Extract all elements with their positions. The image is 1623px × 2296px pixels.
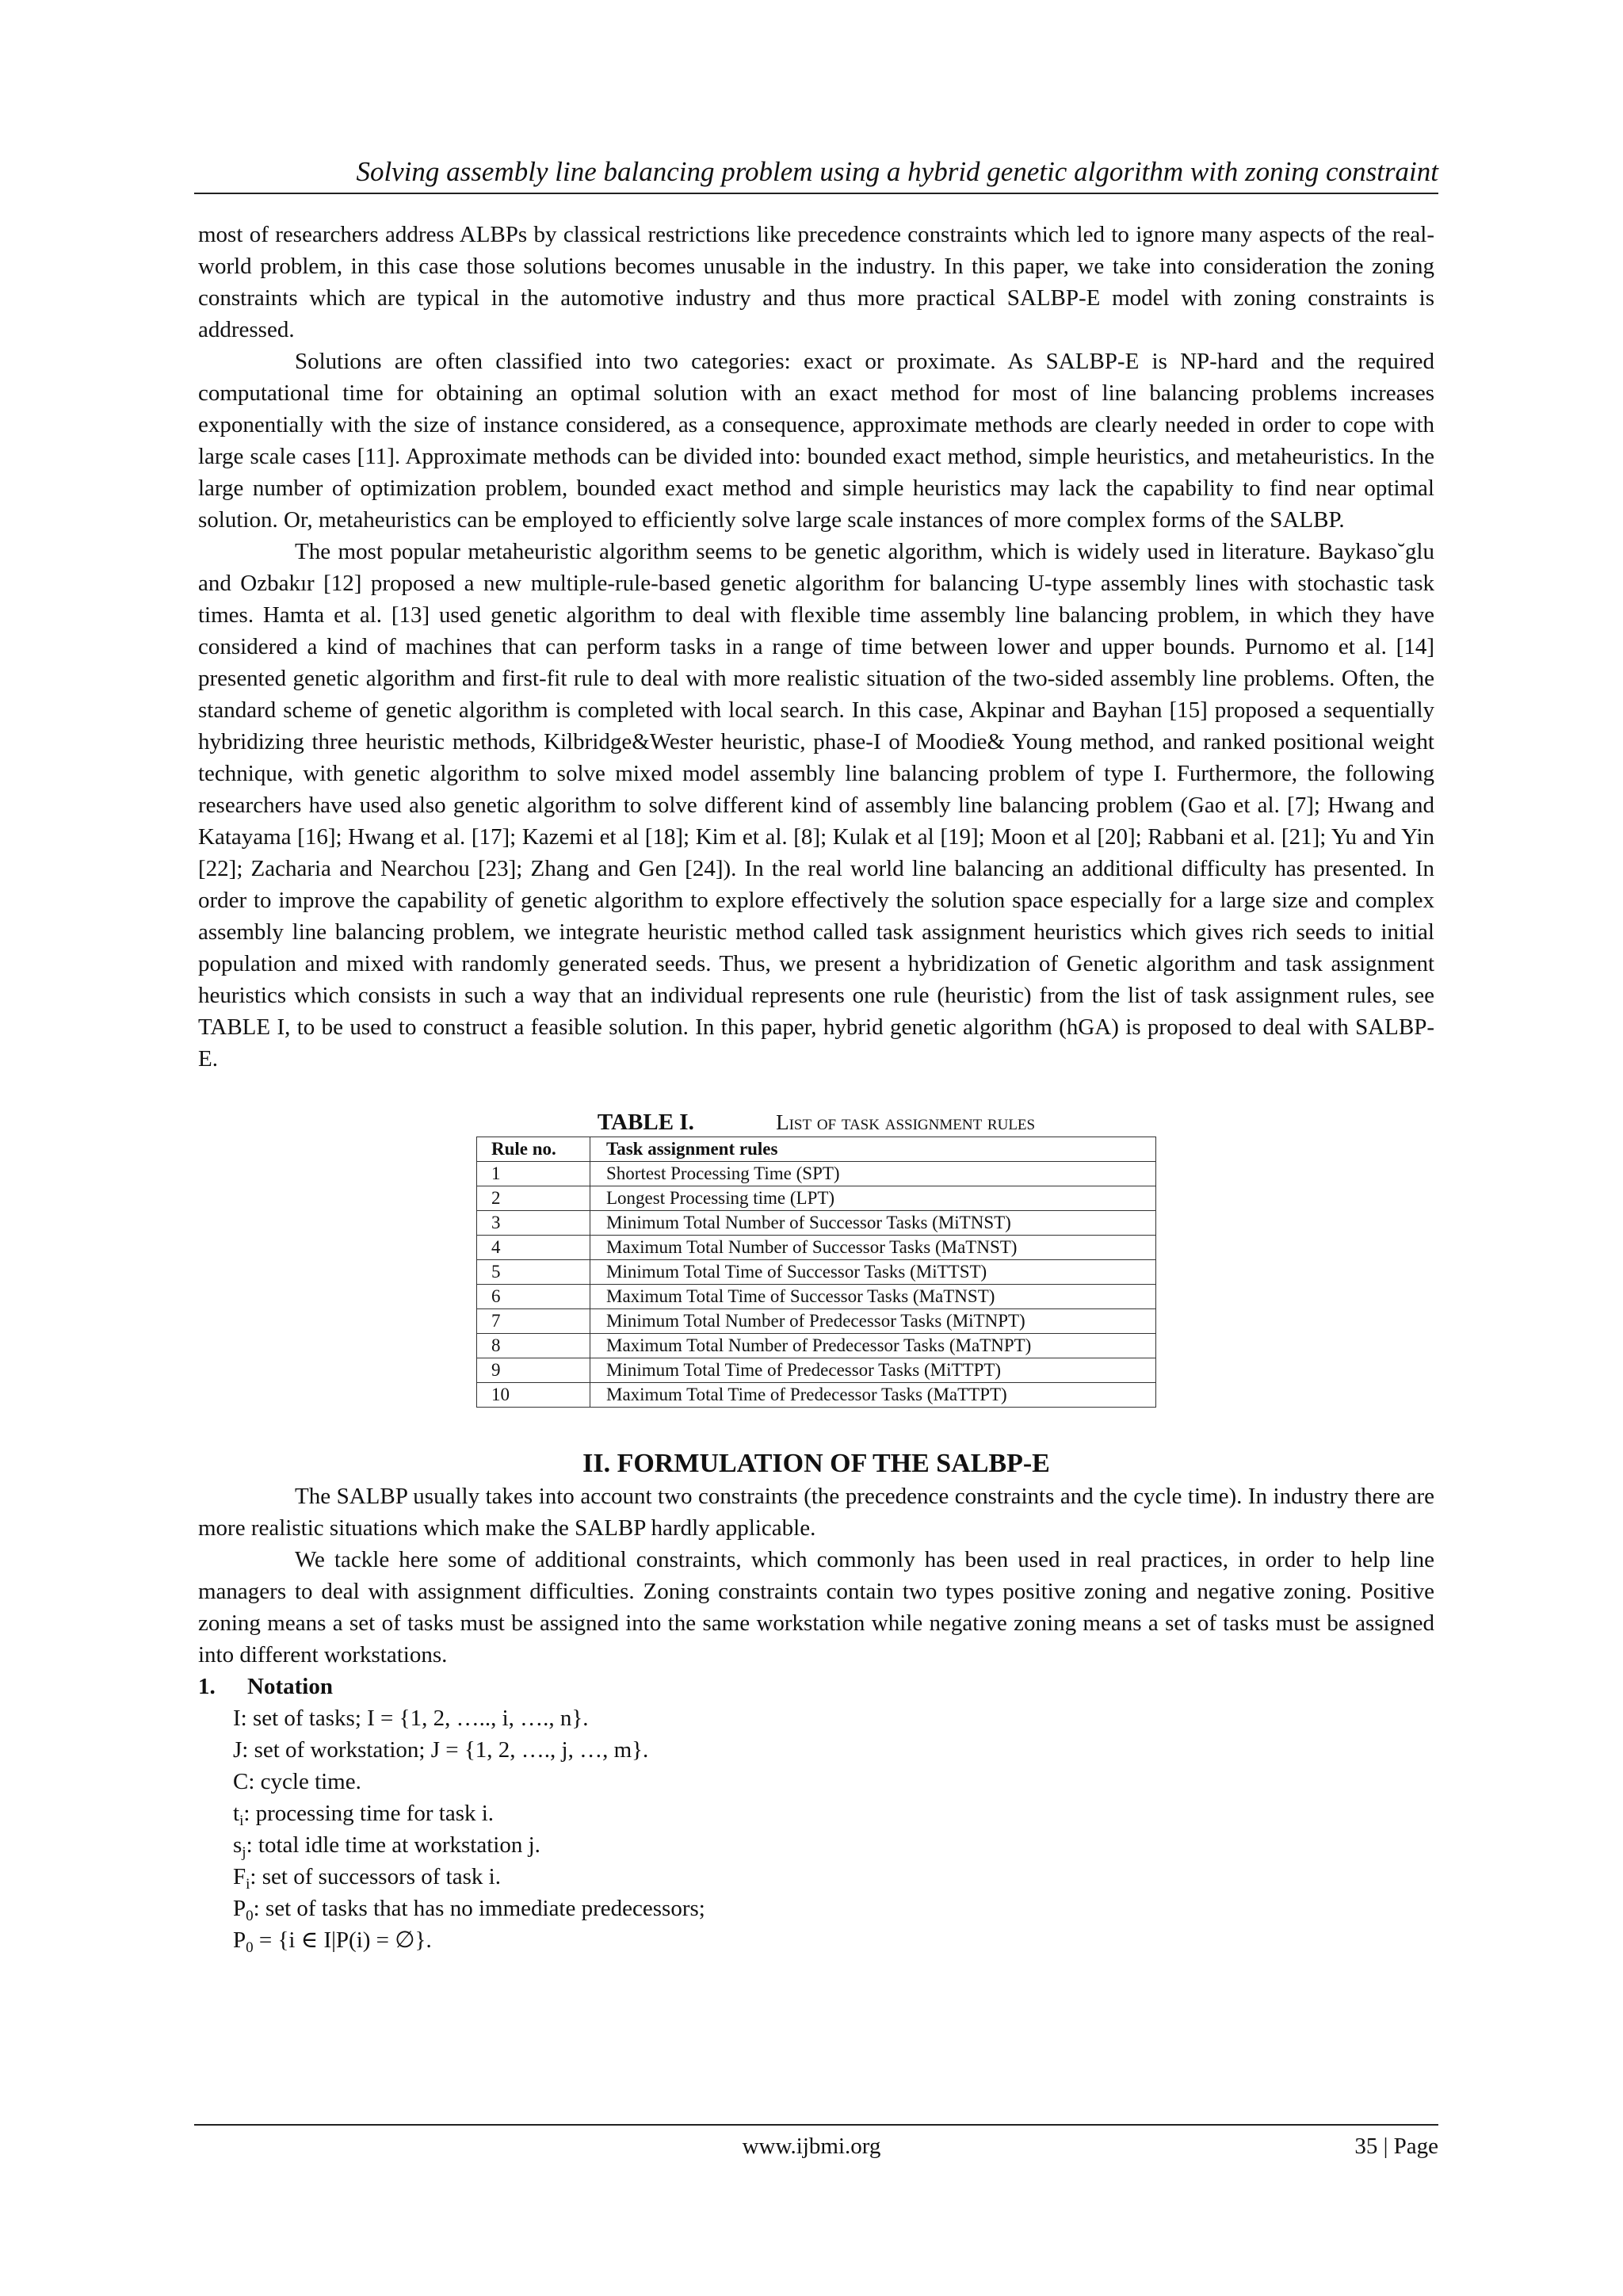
table-row (477, 1285, 1156, 1309)
notation-title: Notation (247, 1674, 333, 1699)
table-name: List of task assignment rules (776, 1110, 1036, 1134)
rule-number: 9 (477, 1358, 590, 1383)
definition-text: : set of successors of task i. (250, 1864, 501, 1889)
section-paragraph-2: We tackle here some of additional constraints, which commonly has been used in real practices, in order to help line managers to deal with assignment difficulties. Zoning constraints contain two types positive zoning and negative zoning. Positive zoning means a set of tasks must be assigned into the same workstation while negative zoning means a set of tasks must be assigned into different workstations. (198, 1547, 1434, 1668)
definition-text: : set of tasks that has no immediate predecessors; (253, 1896, 705, 1921)
symbol-base: s (233, 1832, 242, 1858)
rule-name: Maximum Total Time of Successor Tasks (MaTNST) (590, 1285, 1156, 1309)
symbol-subscript: 0 (246, 1939, 254, 1956)
table-header-row (477, 1137, 1156, 1162)
table-row (477, 1358, 1156, 1383)
rule-name: Minimum Total Time of Predecessor Tasks (MiTTPT) (590, 1358, 1156, 1383)
table-number: TABLE I. (597, 1110, 694, 1135)
symbol-subscript: i (239, 1813, 244, 1829)
task-assignment-rules-table (476, 1137, 1156, 1408)
rule-name: Maximum Total Number of Predecessor Tasks (MaTNPT) (590, 1334, 1156, 1358)
symbol-subscript: 0 (246, 1908, 254, 1924)
section-heading: II. FORMULATION OF THE SALBP-E (582, 1449, 1050, 1478)
rule-name: Minimum Total Number of Predecessor Tasks (MiTNPT) (590, 1309, 1156, 1334)
symbol-subscript: i (246, 1876, 250, 1893)
table-row (477, 1162, 1156, 1186)
definition-text: = {i ∈ I|P(i) = ∅}. (253, 1927, 432, 1953)
table-row (477, 1186, 1156, 1211)
symbol-base: P (233, 1927, 246, 1953)
definition-text: : total idle time at workstation j. (246, 1832, 540, 1858)
running-header-title: Solving assembly line balancing problem using a hybrid genetic algorithm with zoning constraint (356, 156, 1438, 187)
footer-url: www.ijbmi.org (742, 2134, 881, 2159)
notation-number: 1. (198, 1674, 216, 1699)
rule-number: 10 (477, 1383, 590, 1408)
table-row (477, 1211, 1156, 1236)
rule-number: 5 (477, 1260, 590, 1285)
notation-item-successors (233, 1861, 1434, 1893)
rule-number: 2 (477, 1186, 590, 1211)
notation-list (198, 1702, 1434, 1956)
rule-name: Minimum Total Number of Successor Tasks (MiTNST) (590, 1211, 1156, 1236)
rule-name: Maximum Total Number of Successor Tasks (MaTNST) (590, 1236, 1156, 1260)
rule-number: 6 (477, 1285, 590, 1309)
footer-page-number: 35 | Page (1354, 2134, 1438, 2159)
notation-item-no-predecessors (233, 1893, 1434, 1924)
body-paragraph-2: Solutions are often classified into two categories: exact or proximate. As SALBP-E is NP-hard and the required computational time for obtaining an optimal solution with an exact method for most of line balancing problems increases exponentially with the size of instance considered, as a consequence, approximate methods are clearly needed in order to cope with large scale cases [11]. Approximate methods can be divided into: bounded exact method, simple heuristics, and metaheuristics. In the large number of optimization problem, bounded exact method and simple heuristics may lack the capability to find near optimal solution. Or, metaheuristics can be employed to efficiently solve large scale instances of more complex forms of the SALBP. (198, 349, 1434, 533)
table-caption (198, 1108, 1434, 1137)
symbol-subscript: j (242, 1844, 246, 1861)
definition-text: : processing time for task i. (243, 1801, 495, 1826)
notation-item-tasks: I: set of tasks; I = {1, 2, ….., i, …., n}. (233, 1706, 589, 1731)
rule-name: Minimum Total Time of Successor Tasks (MiTTST) (590, 1260, 1156, 1285)
body-paragraph-3: The most popular metaheuristic algorithm seems to be genetic algorithm, which is widely used in literature. Baykaso˘glu and Ozbakır [12] proposed a new multiple-rule-based genetic algorithm for balancing U-type assembly lines with stochastic task times. Hamta et al. [13] used genetic algorithm to deal with flexible time assembly line balancing problem, in which they have considered a kind of machines that can perform tasks in a range of time between lower and upper bounds. Purnomo et al. [14] presented genetic algorithm and first-fit rule to deal with more realistic situation of the two-sided assembly line problems. Often, the standard scheme of genetic algorithm is completed with local search. In this case, Akpinar and Bayhan [15] proposed a sequentially hybridizing three heuristic methods, Kilbridge&Wester heuristic, phase-I of Moodie& Young method, and ranked positional weight technique, with genetic algorithm to solve mixed model assembly line balancing problem of type I. Furthermore, the following researchers have used also genetic algorithm to solve different kind of assembly line balancing problem (Gao et al. [7]; Hwang and Katayama [16]; Hwang et al. [17]; Kazemi et al [18]; Kim et al. [8]; Kulak et al [19]; Moon et al [20]; Rabbani et al. [21]; Yu and Yin [22]; Zacharia and Nearchou [23]; Zhang and Gen [24]). In the real world line balancing an additional difficulty has presented. In order to improve the capability of genetic algorithm to explore effectively the solution space especially for a large size and complex assembly line balancing problem, we integrate heuristic method called task assignment heuristics which gives rich seeds to initial population and mixed with randomly generated seeds. Thus, we present a hybridization of Genetic algorithm and task assignment heuristics which consists in such a way that an individual represents one rule (heuristic) from the list of task assignment rules, see TABLE I, to be used to construct a feasible solution. In this paper, hybrid genetic algorithm (hGA) is proposed to deal with SALBP-E. (198, 539, 1434, 1072)
table-row (477, 1334, 1156, 1358)
rule-number: 1 (477, 1162, 590, 1186)
table-row (477, 1309, 1156, 1334)
notation-item-p0-definition (233, 1924, 1434, 1956)
table-row (477, 1236, 1156, 1260)
table-row (477, 1260, 1156, 1285)
notation-heading (198, 1671, 1434, 1702)
page-body (198, 219, 1434, 1956)
section-paragraph-1: The SALBP usually takes into account two constraints (the precedence constraints and the cycle time). In industry there are more realistic situations which make the SALBP hardly applicable. (198, 1484, 1434, 1541)
notation-item-cycle-time: C: cycle time. (233, 1769, 361, 1794)
notation-item-idle-time (233, 1829, 1434, 1861)
column-header-rule-no: Rule no. (477, 1137, 590, 1162)
notation-item-workstations: J: set of workstation; J = {1, 2, …., j, …, m}. (233, 1737, 649, 1763)
rule-name: Longest Processing time (LPT) (590, 1186, 1156, 1211)
symbol-base: t (233, 1801, 240, 1826)
rule-number: 3 (477, 1211, 590, 1236)
rule-number: 8 (477, 1334, 590, 1358)
symbol-base: P (233, 1896, 246, 1921)
symbol-base: F (233, 1864, 246, 1889)
rule-name: Shortest Processing Time (SPT) (590, 1162, 1156, 1186)
column-header-rule: Task assignment rules (590, 1137, 1156, 1162)
rule-name: Maximum Total Time of Predecessor Tasks (MaTTPT) (590, 1383, 1156, 1408)
header-divider (194, 193, 1438, 194)
rule-number: 7 (477, 1309, 590, 1334)
footer-divider (194, 2124, 1438, 2126)
rule-number: 4 (477, 1236, 590, 1260)
table-row (477, 1383, 1156, 1408)
notation-item-processing-time (233, 1797, 1434, 1829)
body-paragraph-1: most of researchers address ALBPs by classical restrictions like precedence constraints which led to ignore many aspects of the real-world problem, in this case those solutions becomes unusable in the industry. In this paper, we take into consideration the zoning constraints which are typical in the automotive industry and thus more practical SALBP-E model with zoning constraints is addressed. (198, 222, 1434, 342)
